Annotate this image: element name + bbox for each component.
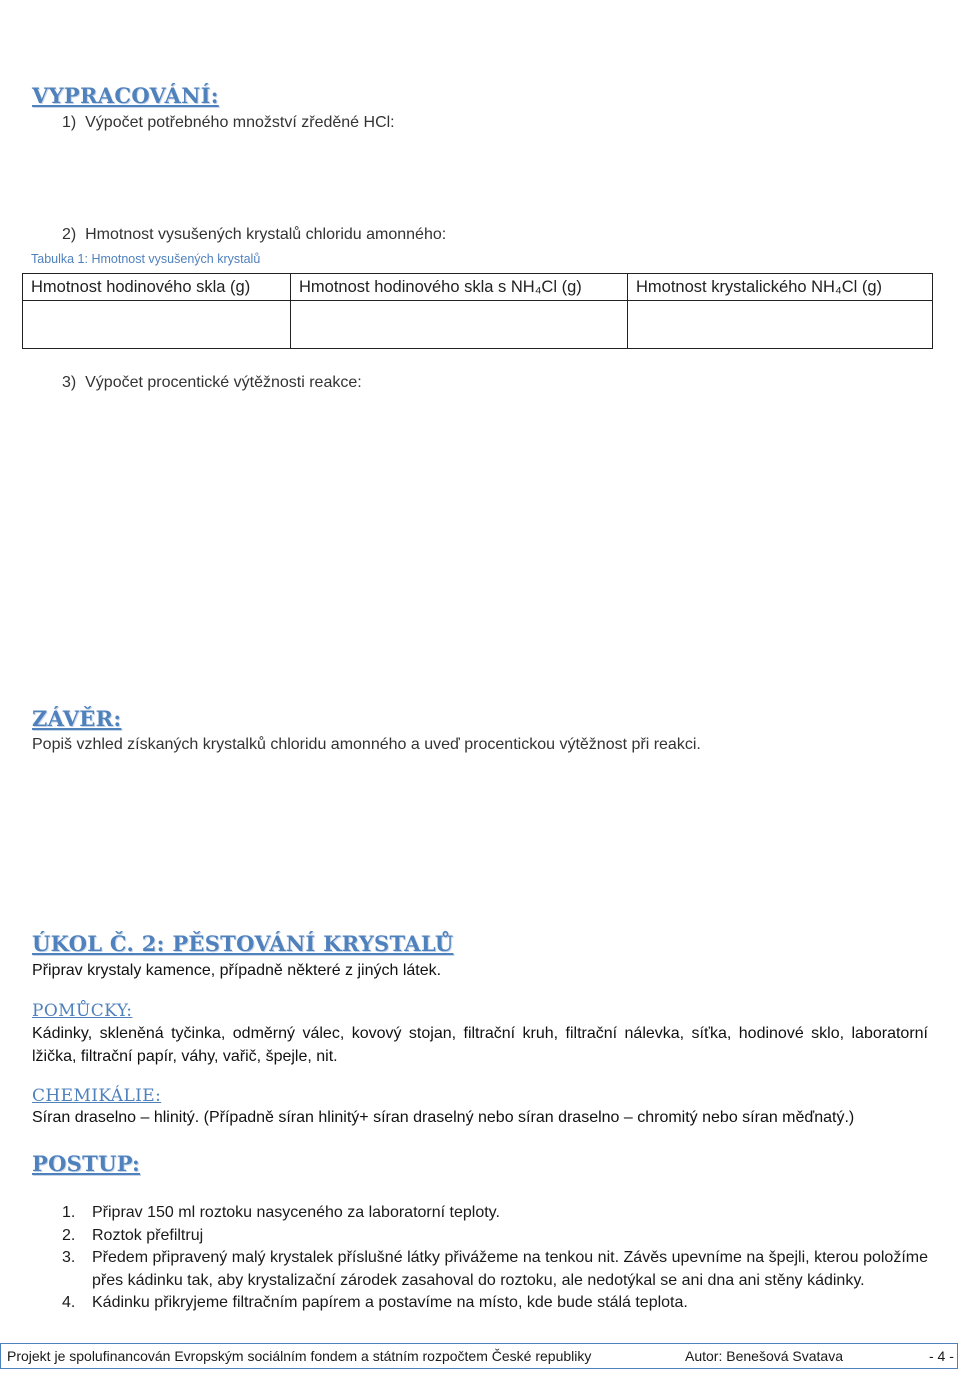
section-heading-zaver: ZÁVĚR: — [32, 706, 122, 731]
step-3-text: 3) Výpočet procentické výtěžnosti reakce: — [62, 374, 362, 391]
list-item — [62, 1292, 928, 1315]
procedure-list — [62, 1202, 928, 1315]
section-heading-pomucky: POMŮCKY: — [32, 1001, 133, 1021]
step-1-text: 1) Výpočet potřebného množství zředěné HCl: — [62, 114, 395, 131]
table-row — [23, 301, 933, 349]
section-heading-vypracovani: VYPRACOVÁNÍ: — [32, 83, 219, 108]
page-footer — [0, 1343, 958, 1369]
section-heading-postup: POSTUP: — [32, 1151, 141, 1176]
table-header-cell: Hmotnost krystalického NH₄Cl (g) — [628, 274, 933, 301]
list-item — [62, 1225, 928, 1248]
table-header-cell: Hmotnost hodinového skla (g) — [23, 274, 291, 301]
zaver-text: Popiš vzhled získaných krystalků chloridu amonného a uveď procentickou výtěžnost při reakci. — [32, 736, 701, 753]
step-2-text: 2) Hmotnost vysušených krystalů chloridu amonného: — [62, 226, 447, 243]
table-header-cell: Hmotnost hodinového skla s NH₄Cl (g) — [291, 274, 628, 301]
section-heading-chemikalie: CHEMIKÁLIE: — [32, 1086, 162, 1106]
list-item-text: Kádinku přikryjeme filtračním papírem a postavíme na místo, kde bude stálá teplota. — [92, 1294, 688, 1311]
table-caption: Tabulka 1: Hmotnost vysušených krystalů — [31, 252, 261, 266]
table-cell-empty[interactable] — [291, 301, 628, 349]
footer-author: Autor: Benešová Svatava — [685, 1348, 843, 1364]
list-item-text: Roztok přefiltruj — [92, 1226, 204, 1244]
table-header-row — [23, 274, 933, 301]
list-item — [62, 1247, 928, 1292]
footer-page-number: - 4 - — [929, 1348, 954, 1364]
list-item-text: Připrav 150 ml roztoku nasyceného za laboratorní teploty. — [92, 1204, 500, 1221]
crystal-mass-table — [22, 273, 933, 349]
table-cell-empty[interactable] — [628, 301, 933, 349]
list-item-number: 1. — [62, 1204, 76, 1221]
ukol2-text: Připrav krystaly kamence, případně některé z jiných látek. — [32, 962, 442, 979]
list-item-number: 4. — [62, 1294, 76, 1311]
list-item-text: Předem připravený malý krystalek příslušné látky přivážeme na tenkou nit. Závěs upevníme na špejli, kterou položíme přes kádinku tak, aby krystalizační zárodek zasahoval do roztoku, ale nedotýkal se ani dna ani stěny kádinky. — [92, 1249, 928, 1289]
footer-project-text: Projekt je spolufinancován Evropským sociálním fondem a státním rozpočtem České republiky — [7, 1348, 592, 1364]
list-item-number: 2. — [62, 1226, 76, 1244]
section-heading-ukol2: ÚKOL Č. 2: PĚSTOVÁNÍ KRYSTALŮ — [32, 931, 454, 956]
pomucky-text: Kádinky, skleněná tyčinka, odměrný válec, kovový stojan, filtrační kruh, filtrační nálevka, síťka, hodinové sklo, laboratorní lžička, filtrační papír, váhy, vařič, špejle, nit. — [32, 1025, 928, 1065]
chemikalie-text: Síran draselno – hlinitý. (Případně síran hlinitý+ síran draselný nebo síran draselno – chromitý nebo síran měďnatý.) — [32, 1109, 855, 1126]
table-cell-empty[interactable] — [23, 301, 291, 349]
list-item — [62, 1202, 928, 1225]
list-item-number: 3. — [62, 1249, 76, 1266]
